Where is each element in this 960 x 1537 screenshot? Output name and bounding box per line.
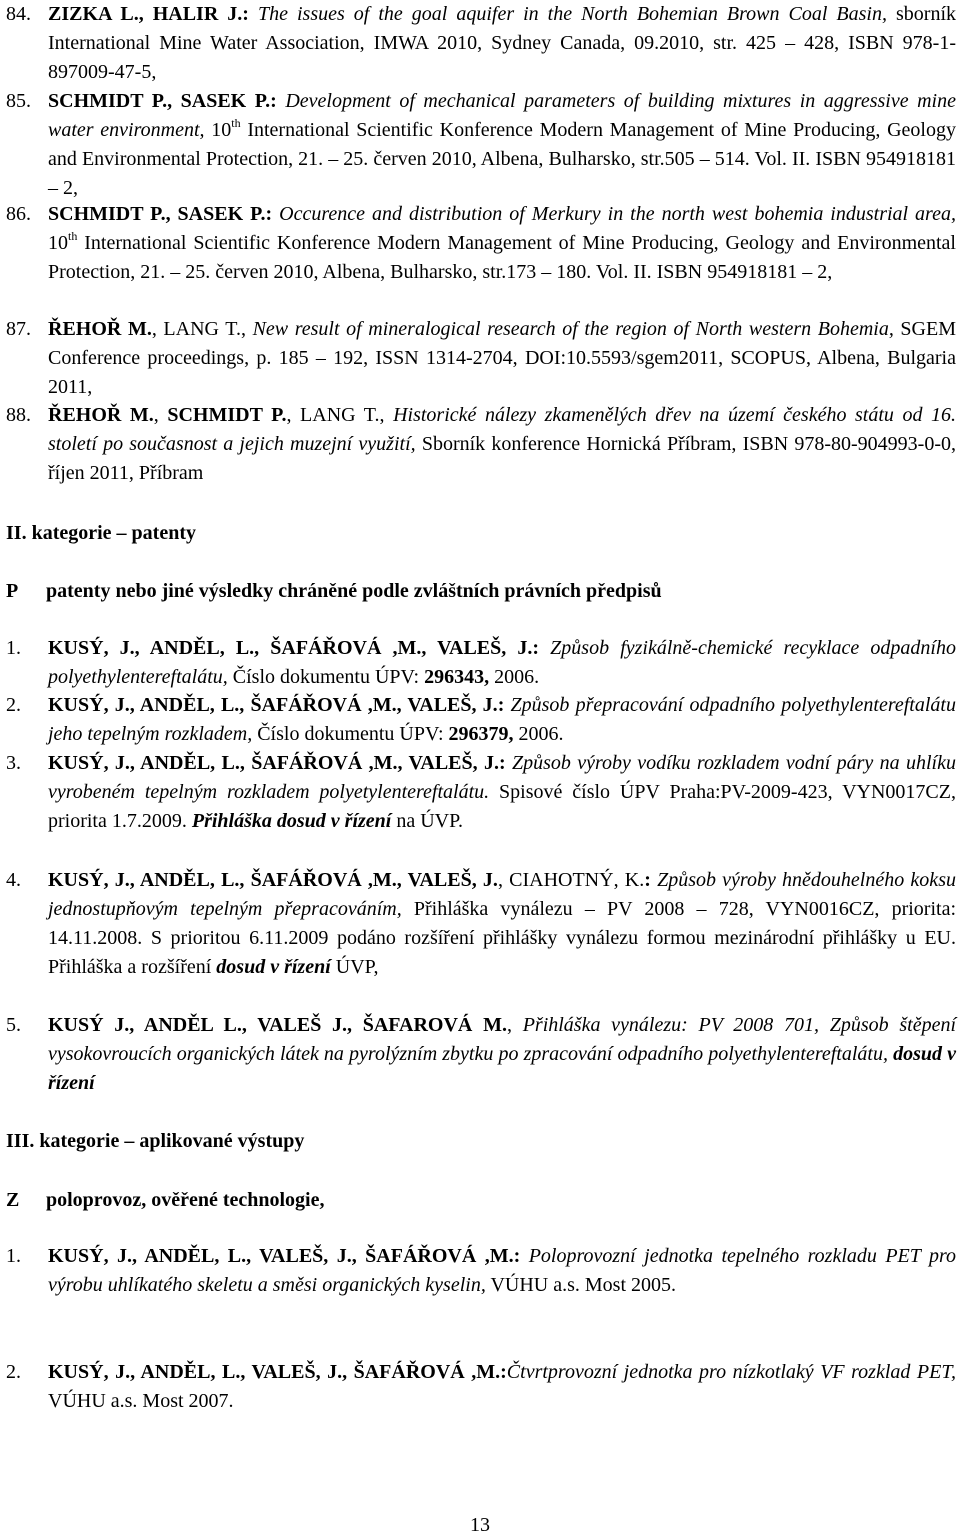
text-run: Occurence and distribution of Merkury in the north west bohemia industrial area, bbox=[279, 203, 956, 225]
text-run: ÚVP, bbox=[330, 956, 379, 978]
section-2-subheading-text: patenty nebo jiné výsledky chráněné podle zvláštních právních předpisů bbox=[46, 580, 662, 602]
output-number: 2. bbox=[6, 1361, 21, 1383]
text-run: , LANG T. bbox=[151, 318, 241, 340]
text-run: International Scientific Konference Modern Management of Mine Producing, Geology and Environmental Protection, 21. – 25. červen 2010, Albena, Bulharsko, str.505 – 514. Vol. II. ISBN 954918181 – 2, bbox=[48, 119, 956, 199]
text-run: Poloprovozní jednotka tepelného rozkladu PET pro výrobu uhlíkatého skeletu a směsi organických kyselin, bbox=[48, 1245, 956, 1296]
patent-number: 3. bbox=[6, 752, 21, 774]
text-run: Číslo dokumentu ÚPV: bbox=[252, 723, 449, 745]
text-run: SCHMIDT P. bbox=[167, 404, 287, 426]
reference-entry bbox=[0, 200, 960, 287]
text-run: International Scientific Konference Modern Management of Mine Producing, Geology and Environmental Protection, 21. – 25. červen 2010, Albena, Bulharsko, str.173 – 180. Vol. II. ISBN 954918181 – 2, bbox=[48, 232, 956, 283]
reference-entry bbox=[0, 0, 960, 87]
text-run: th bbox=[68, 229, 78, 243]
section-3-title: III. kategorie – aplikované výstupy bbox=[6, 1130, 305, 1152]
reference-number: 85. bbox=[6, 90, 31, 112]
reference-text bbox=[48, 87, 956, 203]
patent-entry bbox=[0, 691, 960, 749]
page-number: 13 bbox=[470, 1514, 490, 1536]
text-run: Spisové číslo ÚPV Praha:PV-2009-423, VYN0017CZ, priorita 1.7.2009. bbox=[48, 781, 956, 832]
text-run: : bbox=[500, 1361, 507, 1383]
text-run: 296343, bbox=[424, 666, 490, 688]
reference-number: 84. bbox=[6, 3, 31, 25]
text-run: KUSÝ, J., ANDĚL, L., ŠAFÁŘOVÁ ,M., VALEŠ, J. bbox=[48, 637, 533, 659]
output-text bbox=[48, 1242, 956, 1300]
text-run: Číslo dokumentu ÚPV: bbox=[227, 666, 425, 688]
text-run: , CIAHOTNÝ, K. bbox=[497, 869, 645, 891]
text-run: Přihláška vynálezu: PV 2008 701, Způsob štěpení vysokovroucích organických látek na pyrolýzním zbytku po zpracování odpadního polyethylentereftalátu, bbox=[48, 1014, 956, 1065]
patent-entry bbox=[0, 634, 960, 692]
text-run: , bbox=[240, 318, 253, 340]
text-run: na ÚVP. bbox=[391, 810, 464, 832]
text-run: 2006. bbox=[513, 723, 564, 745]
patent-text bbox=[48, 1011, 956, 1098]
patent-text bbox=[48, 634, 956, 692]
text-run: : bbox=[242, 3, 258, 25]
text-run: ZIZKA L., HALIR J. bbox=[48, 3, 243, 25]
text-run: Development of mechanical parameters of building mixtures in aggressive mine water environment, bbox=[48, 90, 956, 141]
section-3-subheading-text: poloprovoz, ověřené technologie, bbox=[46, 1189, 325, 1211]
output-entry bbox=[0, 1242, 960, 1300]
reference-entry bbox=[0, 315, 960, 402]
patent-number: 2. bbox=[6, 694, 21, 716]
text-run: : bbox=[498, 752, 512, 774]
patent-text bbox=[48, 749, 956, 836]
reference-entry bbox=[0, 401, 960, 488]
text-run: dosud v řízení bbox=[48, 1043, 956, 1094]
text-run: th bbox=[231, 116, 241, 130]
text-run: SCHMIDT P., SASEK P. bbox=[48, 90, 271, 112]
text-run: KUSÝ, J., ANDĚL, L., ŠAFÁŘOVÁ ,M., VALEŠ, J. bbox=[48, 694, 498, 716]
text-run: : bbox=[532, 637, 551, 659]
patent-text bbox=[48, 866, 956, 982]
patent-entry bbox=[0, 866, 960, 982]
text-run: 2006. bbox=[489, 666, 540, 688]
text-run: VÚHU a.s. Most 2007. bbox=[48, 1390, 234, 1412]
section-2-subheading bbox=[6, 577, 662, 606]
text-run: : bbox=[497, 694, 511, 716]
patent-text bbox=[48, 691, 956, 749]
reference-text bbox=[48, 401, 956, 488]
text-run: VÚHU a.s. Most 2005. bbox=[485, 1274, 677, 1296]
text-run: Způsob výroby hnědouhelného koksu jednostupňovým tepelným přepracováním, bbox=[48, 869, 956, 920]
section-2-letter: P bbox=[6, 580, 19, 602]
reference-number: 88. bbox=[6, 404, 31, 426]
section-3-letter: Z bbox=[6, 1189, 20, 1211]
text-run: SGEM Conference proceedings, p. 185 – 192, ISSN 1314-2704, DOI:10.5593/sgem2011, SCOPUS, Albena, Bulgaria 2011, bbox=[48, 318, 956, 398]
reference-number: 87. bbox=[6, 318, 31, 340]
patent-number: 4. bbox=[6, 869, 21, 891]
output-entry bbox=[0, 1358, 960, 1416]
text-run: KUSÝ, J., ANDĚL, L., ŠAFÁŘOVÁ ,M., VALEŠ, J. bbox=[48, 752, 499, 774]
text-run: , bbox=[506, 1014, 523, 1036]
patent-number: 1. bbox=[6, 637, 21, 659]
section-2-title: II. kategorie – patenty bbox=[6, 522, 196, 544]
text-run: , bbox=[153, 404, 168, 426]
text-run: Způsob fyzikálně-chemické recyklace odpadního polyethylentereftalátu, bbox=[48, 637, 956, 688]
text-run: KUSÝ, J., ANDĚL, L., ŠAFÁŘOVÁ ,M., VALEŠ, J. bbox=[48, 869, 498, 891]
text-run: : bbox=[270, 90, 286, 112]
text-run: KUSÝ, J., ANDĚL, L., VALEŠ, J., ŠAFÁŘOVÁ ,M. bbox=[48, 1361, 501, 1383]
reference-text bbox=[48, 315, 956, 402]
text-run: Způsob přepracování odpadního polyethylentereftalátu jeho tepelným rozkladem, bbox=[48, 694, 956, 745]
text-run: Způsob výroby vodíku rozkladem vodní páry na uhlíku vyrobeném tepelným rozkladem polyetylentereftalátu. bbox=[48, 752, 956, 803]
patent-entry bbox=[0, 749, 960, 836]
text-run: , LANG T. bbox=[286, 404, 380, 426]
text-run: KUSÝ J., ANDĚL L., VALEŠ J., ŠAFAROVÁ M. bbox=[48, 1014, 507, 1036]
text-run: KUSÝ, J., ANDĚL, L., VALEŠ, J., ŠAFÁŘOVÁ ,M. bbox=[48, 1245, 514, 1267]
output-number: 1. bbox=[6, 1245, 21, 1267]
text-run: 10 bbox=[48, 232, 68, 254]
text-run: The issues of the goal aquifer in the North Bohemian Brown Coal Basin, bbox=[257, 3, 887, 25]
text-run: Čtvrtprovozní jednotka pro nízkotlaký VF rozklad PET, bbox=[506, 1361, 956, 1383]
text-run: SCHMIDT P., SASEK P. bbox=[48, 203, 266, 225]
output-text bbox=[48, 1358, 956, 1416]
text-run: ŘEHOŘ M. bbox=[48, 404, 154, 426]
text-run: New result of mineralogical research of the region of North western Bohemia, bbox=[252, 318, 894, 340]
section-3-subheading bbox=[6, 1186, 324, 1215]
reference-number: 86. bbox=[6, 203, 31, 225]
text-run: Historické nálezy zkamenělých dřev na území českého státu od 16. století po současnost a jejich muzejní využití, bbox=[48, 404, 957, 455]
text-run: ŘEHOŘ M. bbox=[48, 318, 152, 340]
reference-text bbox=[48, 200, 956, 287]
patent-number: 5. bbox=[6, 1014, 21, 1036]
text-run: Přihláška vynálezu – PV 2008 – 728, VYN0016CZ, priorita: 14.11.2008. S prioritou 6.11.2009 podáno rozšíření přihlášky vynálezu formou mezinárodní přihlášky u EU. Přihláška a rozšíření bbox=[48, 898, 956, 978]
patent-entry bbox=[0, 1011, 960, 1098]
text-run: Přihláška dosud v řízení bbox=[191, 810, 392, 832]
text-run: 296379, bbox=[448, 723, 514, 745]
reference-entry bbox=[0, 87, 960, 203]
reference-text bbox=[48, 0, 956, 87]
text-run: Sborník konference Hornická Příbram, ISBN 978-80-904993-0-0, říjen 2011, Příbram bbox=[48, 433, 956, 484]
text-run: sborník International Mine Water Association, IMWA 2010, Sydney Canada, 09.2010, str. 425 – 428, ISBN 978-1-897009-47-5, bbox=[48, 3, 957, 83]
text-run: , bbox=[379, 404, 394, 426]
text-run: : bbox=[513, 1245, 529, 1267]
text-run: : bbox=[265, 203, 280, 225]
text-run: dosud v řízení bbox=[216, 956, 331, 978]
text-run: : bbox=[644, 869, 658, 891]
text-run: 10 bbox=[204, 119, 232, 141]
